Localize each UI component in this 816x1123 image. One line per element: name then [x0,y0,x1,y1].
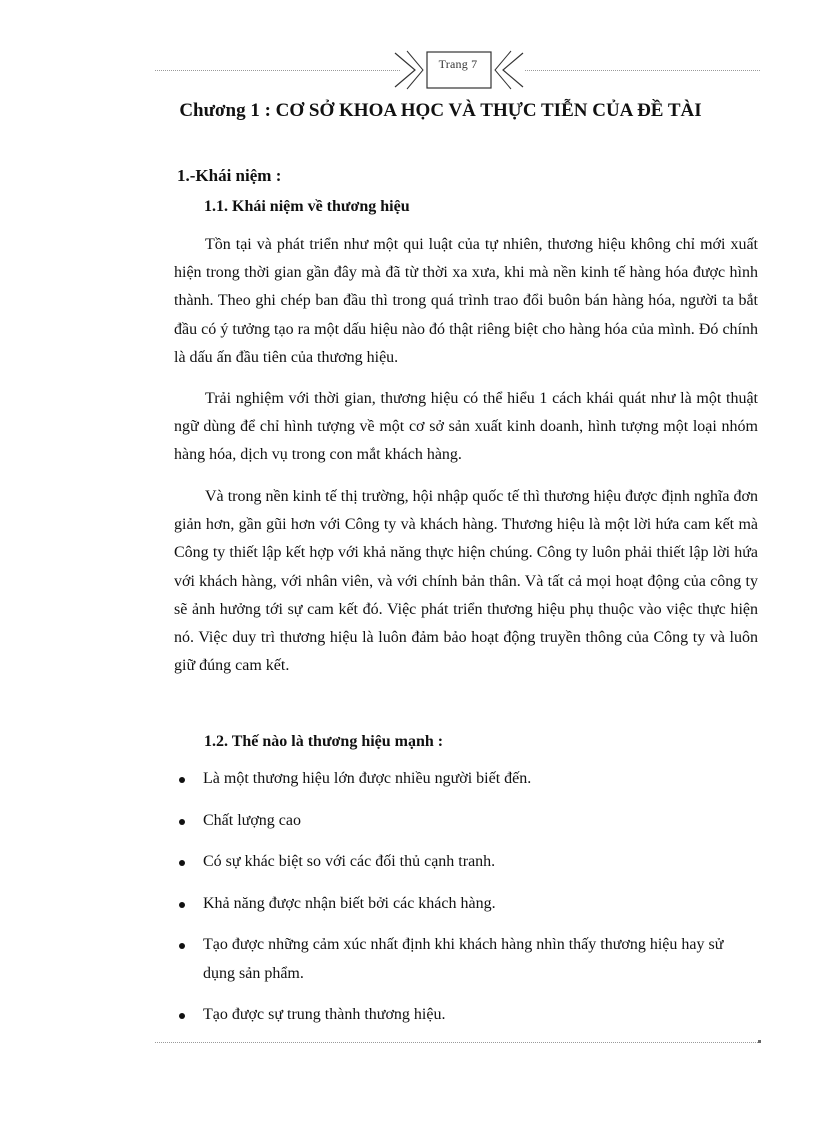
list-item: Tạo được những cảm xúc nhất định khi khách hàng nhìn thấy thương hiệu hay sử dụng sản phẩm. [177,931,759,988]
list-item: Khả năng được nhận biết bởi các khách hàng. [177,890,759,919]
list-item: Có sự khác biệt so với các đối thủ cạnh tranh. [177,848,759,877]
header-rule-left [155,70,400,71]
header-rule-right [525,70,760,71]
bullet-icon [179,943,185,949]
footer-rule [155,1042,760,1043]
footer-rule-end-dot [758,1040,761,1043]
page-number: Trang 7 [438,57,478,71]
paragraph-1: Tồn tại và phát triển như một qui luật của tự nhiên, thương hiệu không chỉ mới xuất hiện trong thời gian gần đây mà đã từ thời xa xưa, khi mà nền kinh tế hàng hóa được hình thành. Theo ghi chép ban đầu thì trong quá trình trao đổi buôn bán hàng hóa, người ta bắt đầu có ý tưởng tạo ra một dấu hiệu nào đó thật riêng biệt cho hàng hóa của mình. Đó chính là dấu ấn đầu tiên của thương hiệu. [174,236,758,366]
bullet-icon [179,860,185,866]
bullet-icon [179,819,185,825]
bullet-icon [179,902,185,908]
list-item: Chất lượng cao [177,807,759,836]
subsection-heading-1-2: 1.2. Thế nào là thương hiệu mạnh : [204,733,444,750]
bullet-icon [179,1013,185,1019]
list-item: Là một thương hiệu lớn được nhiều người biết đến. [177,765,759,794]
paragraph-3: Và trong nền kinh tế thị trường, hội nhập quốc tế thì thương hiệu được định nghĩa đơn giản hơn, gần gũi hơn với Công ty và khách hàng. Thương hiệu là một lời hứa cam kết mà Công ty thiết lập kết hợp với khả năng thực hiện chúng. Công ty luôn phải thiết lập lời hứa với khách hàng, với nhân viên, và với chính bản thân. Và tất cả mọi hoạt động của công ty sẽ ảnh hưởng tới sự cam kết đó. Việc phát triển thương hiệu phụ thuộc vào việc thực hiện nó. Việc duy trì thương hiệu là luôn đảm bảo hoạt động truyền thông của Công ty và luôn giữ đúng cam kết. [174,488,758,675]
bullet-icon [179,777,185,783]
paragraph-2: Trải nghiệm với thời gian, thương hiệu có thể hiểu 1 cách khái quát như là một thuật ngữ dùng để chỉ hình tượng về một cơ sở sản xuất kinh doanh, hình tượng một loại nhóm hàng hóa, dịch vụ trong con mắt khách hàng. [174,390,758,464]
chapter-title: Chương 1 : CƠ SỞ KHOA HỌC VÀ THỰC TIỄN CỦA ĐỀ TÀI [179,100,702,121]
subsection-heading-1-1: 1.1. Khái niệm về thương hiệu [204,198,410,215]
strong-brand-list [177,765,759,1043]
section-heading-1: 1.-Khái niệm : [177,166,282,185]
list-item: Tạo được sự trung thành thương hiệu. [177,1001,759,1030]
